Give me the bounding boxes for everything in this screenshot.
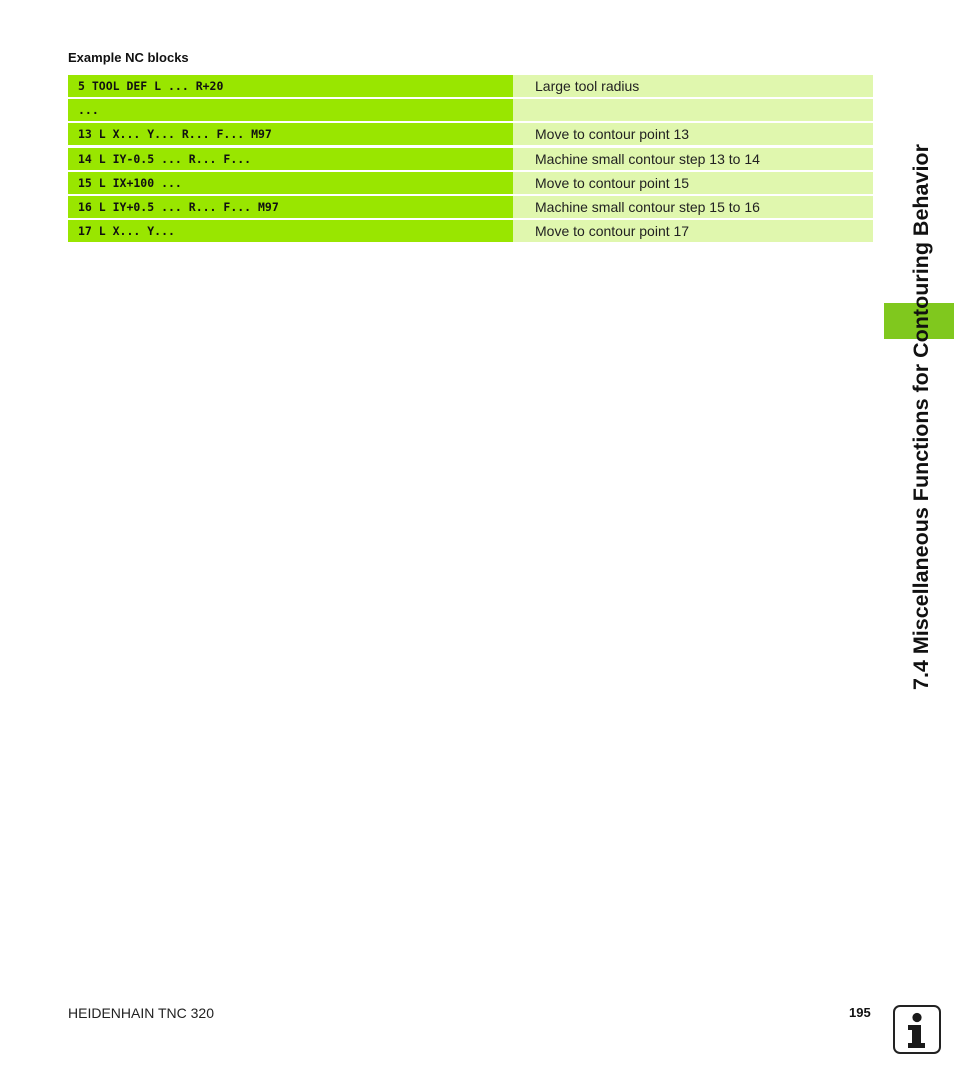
nc-comment-cell: Machine small contour step 15 to 16 bbox=[513, 196, 873, 218]
nc-code-cell: 5 TOOL DEF L ... R+20 bbox=[68, 75, 513, 97]
table-row bbox=[68, 123, 873, 145]
nc-blocks-table bbox=[68, 75, 873, 244]
table-row bbox=[68, 99, 873, 121]
nc-code-cell: 13 L X... Y... R... F... M97 bbox=[68, 123, 513, 145]
nc-code-cell: 16 L IY+0.5 ... R... F... M97 bbox=[68, 196, 513, 218]
nc-code-cell: ... bbox=[68, 99, 513, 121]
nc-comment-cell: Move to contour point 15 bbox=[513, 172, 873, 194]
page-number: 195 bbox=[849, 1005, 871, 1020]
nc-comment-cell: Large tool radius bbox=[513, 75, 873, 97]
section-heading: Example NC blocks bbox=[68, 50, 189, 65]
chapter-title-vertical: 7.4 Miscellaneous Functions for Contouring Behavior bbox=[909, 144, 933, 690]
table-row bbox=[68, 172, 873, 194]
nc-comment-cell: Machine small contour step 13 to 14 bbox=[513, 148, 873, 170]
nc-code-cell: 14 L IY-0.5 ... R... F... bbox=[68, 148, 513, 170]
info-glyph bbox=[895, 1007, 939, 1052]
nc-comment-cell: Move to contour point 17 bbox=[513, 220, 873, 242]
table-row bbox=[68, 196, 873, 218]
nc-code-cell: 17 L X... Y... bbox=[68, 220, 513, 242]
nc-comment-cell bbox=[513, 99, 873, 121]
table-row bbox=[68, 75, 873, 97]
nc-code-cell: 15 L IX+100 ... bbox=[68, 172, 513, 194]
table-row bbox=[68, 148, 873, 170]
table-row bbox=[68, 220, 873, 242]
info-icon bbox=[893, 1005, 941, 1054]
nc-comment-cell: Move to contour point 13 bbox=[513, 123, 873, 145]
footer-product-name: HEIDENHAIN TNC 320 bbox=[68, 1005, 215, 1021]
